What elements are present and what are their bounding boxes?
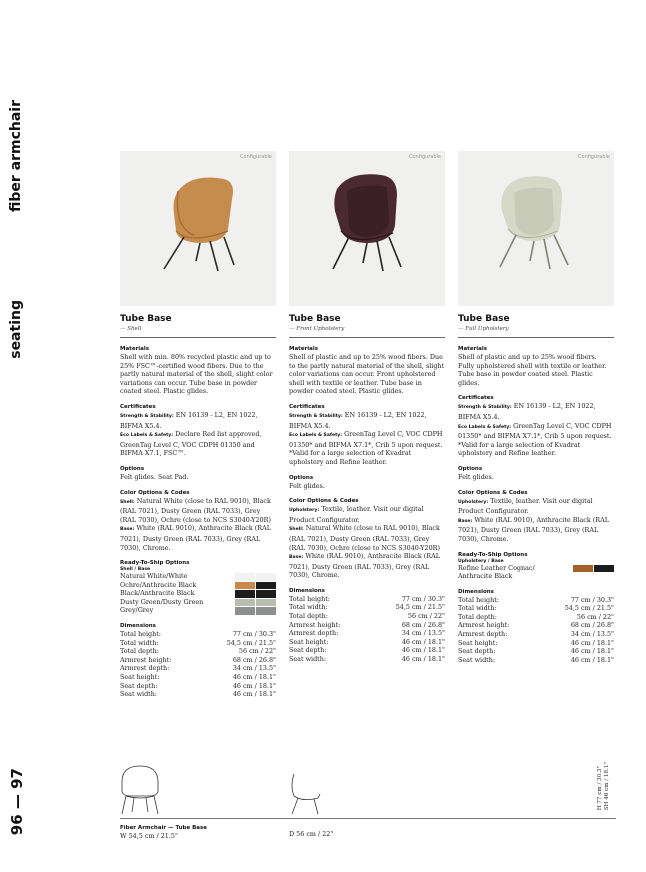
- code-label: Base:: [120, 527, 135, 533]
- vertical-height: H 77 cm / 30.3": [597, 765, 603, 811]
- side-view-line-drawing: [280, 770, 330, 816]
- cert-text: EN 16139 - L2, EN 1022, BIFMA X5.4.: [289, 410, 427, 430]
- code-text: Natural White (close to RAL 9010), Black (RAL 7021), Dusty Green (RAL 7033), Grey (RAL 7030), Ochre (close to NCS S3040-Y20R): [289, 524, 440, 552]
- dimension-value: 56 cm / 22": [407, 612, 445, 621]
- dimensions-section: [289, 587, 445, 664]
- front-view-line-drawing: [110, 760, 170, 816]
- dimension-label: Seat depth:: [120, 681, 158, 690]
- dimension-value: 46 cm / 18.1": [401, 637, 445, 646]
- certificates-section: [458, 394, 614, 458]
- ready-to-ship-sublabel: Upholstery / Base: [458, 558, 504, 564]
- dimension-value: 46 cm / 18.1": [232, 690, 276, 699]
- materials-text: Shell of plastic and up to 25% wood fibers. Fully upholstered shell with textile or leather. Tube base in powder coated steel. Plastic glides.: [458, 353, 607, 387]
- bottom-width: W 54,5 cm / 21.5": [120, 832, 178, 840]
- code-label: Shell:: [120, 499, 135, 505]
- materials-text: Shell of plastic and up to 25% wood fibers. Due to the partly natural material of the shell, slight color variations can occur. Front upholstered shell with textile or leather. Tube base in powder coated steel. Plastic glides.: [289, 353, 445, 396]
- product-subtitle: — Front Upholstery: [289, 325, 445, 338]
- code-label: Base:: [458, 518, 473, 524]
- dimension-label: Total depth:: [458, 612, 497, 621]
- ready-to-ship-item: Dusty Green/Dusty Green: [120, 597, 204, 606]
- dimensions-heading: Dimensions: [458, 588, 494, 595]
- vertical-seat-height: SH 46 cm / 18.1": [604, 762, 610, 811]
- dimension-value: 54,5 cm / 21.5": [395, 603, 445, 612]
- dimension-label: Total depth:: [120, 647, 159, 656]
- dimension-value: 77 cm / 30.3": [570, 595, 614, 604]
- dimension-label: Seat width:: [289, 655, 327, 664]
- color-swatches: [235, 573, 276, 615]
- dimension-label: Total width:: [120, 638, 159, 647]
- dimension-label: Armrest depth:: [458, 630, 508, 639]
- ready-to-ship-heading: Ready-To-Ship Options: [120, 560, 190, 567]
- product-photo: [458, 151, 614, 306]
- product-photo: [289, 151, 445, 306]
- cert-text: GreenTag Level C, VOC CDPH 01350* and BIFMA X7.1*, Crib 5 upon request. *Valid for a large selection of Kvadrat upholstery and Refine leather.: [289, 430, 443, 466]
- ready-to-ship-item: Grey/Grey: [120, 606, 154, 615]
- certificates-section: [289, 403, 445, 467]
- dimension-label: Armrest height:: [289, 620, 341, 629]
- dimensions-section: [120, 622, 276, 699]
- configurable-tag: Configurable: [578, 154, 610, 160]
- dimension-value: 46 cm / 18.1": [401, 655, 445, 664]
- color-codes-section: [458, 489, 614, 544]
- code-text: White (RAL 9010), Anthracite Black (RAL 7021), Dusty Green (RAL 7033), Grey (RAL 7030), Chrome.: [289, 552, 440, 580]
- ready-to-ship-heading: Ready-To-Ship Options: [458, 551, 528, 558]
- ready-to-ship-item: Ochre/Anthracite Black: [120, 580, 197, 589]
- ready-to-ship-section: [458, 551, 614, 581]
- code-text: White (RAL 9010), Anthracite Black (RAL 7021), Dusty Green (RAL 7033), Grey (RAL 7030), Chrome.: [120, 524, 271, 552]
- swatch-anthracite-black: [594, 565, 614, 573]
- dimension-value: 56 cm / 22": [238, 647, 276, 656]
- swatch-grey: [256, 607, 276, 615]
- code-text: Textile, leather. Visit our digital Product Configurator.: [458, 496, 593, 516]
- cert-label: Eco Labels & Safety:: [120, 433, 174, 439]
- options-section: [458, 465, 614, 482]
- options-text: Felt glides.: [289, 481, 325, 490]
- dimension-label: Seat width:: [120, 690, 158, 699]
- ready-to-ship-item: Black/Anthracite Black: [120, 589, 195, 598]
- dimension-value: 68 cm / 26.8": [570, 621, 614, 630]
- options-heading: Options: [289, 474, 314, 481]
- cert-label: Strength & Stability:: [458, 405, 512, 411]
- code-text: White (RAL 9010), Anthracite Black (RAL 7021), Dusty Green (RAL 7033), Grey (RAL 7030), Chrome.: [458, 515, 609, 543]
- dimension-value: 46 cm / 18.1": [401, 646, 445, 655]
- product-title: Tube Base: [289, 314, 341, 324]
- cert-label: Strength & Stability:: [289, 413, 343, 419]
- dimension-value: 46 cm / 18.1": [570, 638, 614, 647]
- product-column-front-upholstery: [289, 151, 445, 664]
- product-column-shell: [120, 151, 276, 699]
- armchair-ochre-image: [120, 151, 276, 306]
- side-page-numbers: 96 — 97: [8, 768, 26, 836]
- color-codes-section: [289, 497, 445, 580]
- dimension-value: 54,5 cm / 21.5": [226, 638, 276, 647]
- materials-text: Shell with min. 80% recycled plastic and up to 25% FSC™-certified wood fibers. Due to the partly natural material of the shell, slight color variations can occur. Tube base in powder coated steel. Plastic glides.: [120, 353, 273, 396]
- side-category-label: fiber armchair: [8, 100, 24, 213]
- code-label: Base:: [289, 555, 304, 561]
- bottom-title: Fiber Armchair — Tube Base: [120, 825, 208, 831]
- armchair-green-image: [458, 151, 614, 306]
- color-codes-heading: Color Options & Codes: [120, 489, 190, 496]
- dimension-label: Seat width:: [458, 655, 496, 664]
- options-section: [120, 465, 276, 482]
- dimension-value: 77 cm / 30.3": [401, 594, 445, 603]
- code-text: Natural White (close to RAL 9010), Black (RAL 7021), Dusty Green (RAL 7033), Grey (RAL 7030), Ochre (close to NCS S3040-Y20R): [120, 496, 271, 524]
- dimension-label: Total height:: [120, 630, 161, 639]
- product-subtitle: — Full Upholstery: [458, 325, 614, 338]
- certificates-heading: Certificates: [289, 403, 325, 410]
- options-heading: Options: [458, 465, 483, 472]
- code-label: Upholstery:: [289, 508, 320, 514]
- dimension-value: 46 cm / 18.1": [232, 673, 276, 682]
- swatch-black: [235, 590, 255, 598]
- dimension-label: Seat height:: [289, 637, 329, 646]
- cert-label: Eco Labels & Safety:: [458, 424, 512, 430]
- dimensions-heading: Dimensions: [120, 623, 156, 630]
- cert-text: EN 16139 - L2, EN 1022, BIFMA X5.4.: [120, 410, 258, 430]
- certificates-heading: Certificates: [120, 403, 156, 410]
- dimensions-heading: Dimensions: [289, 587, 325, 594]
- swatch-anthracite-black: [256, 590, 276, 598]
- cert-text: GreenTag Level C, VOC CDPH 01350* and BIFMA X7.1*, Crib 5 upon request. *Valid for a large selection of Kvadrat upholstery and Refine leather.: [458, 421, 612, 458]
- product-subtitle: — Shell: [120, 325, 276, 338]
- dimension-value: 68 cm / 26.8": [401, 620, 445, 629]
- vertical-dimensions: [597, 762, 611, 810]
- armchair-plum-image: [289, 151, 445, 306]
- materials-section: [289, 345, 445, 396]
- certificates-section: [120, 403, 276, 458]
- certificates-heading: Certificates: [458, 395, 494, 402]
- materials-section: [458, 345, 614, 387]
- code-text: Textile, leather. Visit our digital Product Configurator.: [289, 505, 424, 524]
- dimension-label: Total height:: [458, 595, 499, 604]
- dimension-value: 46 cm / 18.1": [232, 681, 276, 690]
- product-title: Tube Base: [120, 314, 172, 324]
- color-codes-section: [120, 489, 276, 553]
- swatch-dusty-green: [256, 599, 276, 607]
- swatch-cognac: [573, 565, 593, 573]
- ready-to-ship-item: Refine Leather Cognac/ Anthracite Black: [458, 563, 535, 581]
- options-section: [289, 474, 445, 491]
- side-section-label: seating: [8, 300, 24, 359]
- dimension-label: Armrest height:: [458, 621, 510, 630]
- dimension-label: Total width:: [289, 603, 328, 612]
- color-codes-heading: Color Options & Codes: [458, 489, 528, 496]
- swatch-ochre: [235, 582, 255, 590]
- bottom-depth: D 56 cm / 22": [289, 830, 334, 838]
- dimension-value: 56 cm / 22": [576, 612, 614, 621]
- dimension-label: Total width:: [458, 604, 497, 613]
- materials-section: [120, 345, 276, 396]
- swatch-white: [256, 573, 276, 581]
- ready-to-ship-sublabel: Shell / Base: [120, 567, 151, 573]
- dimension-label: Seat depth:: [458, 647, 496, 656]
- dimension-label: Total height:: [289, 594, 330, 603]
- dimension-label: Armrest height:: [120, 655, 172, 664]
- swatch-anthracite-black: [256, 582, 276, 590]
- options-text: Felt glides. Seat Pad.: [120, 472, 189, 481]
- materials-heading: Materials: [289, 346, 319, 352]
- dimension-value: 68 cm / 26.8": [232, 655, 276, 664]
- color-codes-heading: Color Options & Codes: [289, 498, 359, 505]
- materials-heading: Materials: [120, 346, 150, 352]
- options-text: Felt glides.: [458, 472, 494, 481]
- dimension-label: Seat depth:: [289, 646, 327, 655]
- cert-text: Declare Red list approved, GreenTag Level C, VOC CDPH 01350 and BIFMA X7.1, FSC™.: [120, 430, 262, 458]
- options-heading: Options: [120, 465, 145, 472]
- code-label: Upholstery:: [458, 499, 489, 505]
- dimension-value: 77 cm / 30.3": [232, 630, 276, 639]
- bottom-divider: [120, 818, 616, 819]
- product-photo: [120, 151, 276, 306]
- configurable-tag: Configurable: [240, 154, 272, 160]
- dimension-value: 34 cm / 13.5": [570, 630, 614, 639]
- bottom-caption: [120, 824, 207, 841]
- ready-to-ship-section: [120, 559, 276, 615]
- dimension-label: Total depth:: [289, 612, 328, 621]
- dimension-label: Seat height:: [120, 673, 160, 682]
- ready-to-ship-item: Natural White/White: [120, 572, 188, 581]
- dimension-value: 46 cm / 18.1": [570, 655, 614, 664]
- product-title: Tube Base: [458, 314, 510, 324]
- swatch-grey: [235, 607, 255, 615]
- dimension-label: Armrest depth:: [120, 664, 170, 673]
- dimension-value: 34 cm / 13.5": [232, 664, 276, 673]
- configurable-tag: Configurable: [409, 154, 441, 160]
- materials-heading: Materials: [458, 346, 488, 352]
- color-swatches: [573, 565, 614, 573]
- dimension-label: Armrest depth:: [289, 629, 339, 638]
- cert-text: EN 16139 - L2, EN 1022, BIFMA X5.4.: [458, 402, 596, 421]
- dimension-value: 54,5 cm / 21.5": [564, 604, 614, 613]
- dimension-value: 46 cm / 18.1": [570, 647, 614, 656]
- swatch-natural-white: [235, 573, 255, 581]
- dimensions-section: [458, 588, 614, 665]
- code-label: Shell:: [289, 527, 304, 533]
- dimension-value: 34 cm / 13.5": [401, 629, 445, 638]
- dimension-label: Seat height:: [458, 638, 498, 647]
- product-column-full-upholstery: [458, 151, 614, 664]
- cert-label: Strength & Stability:: [120, 413, 174, 419]
- cert-label: Eco Labels & Safety:: [289, 433, 343, 439]
- swatch-dusty-green: [235, 599, 255, 607]
